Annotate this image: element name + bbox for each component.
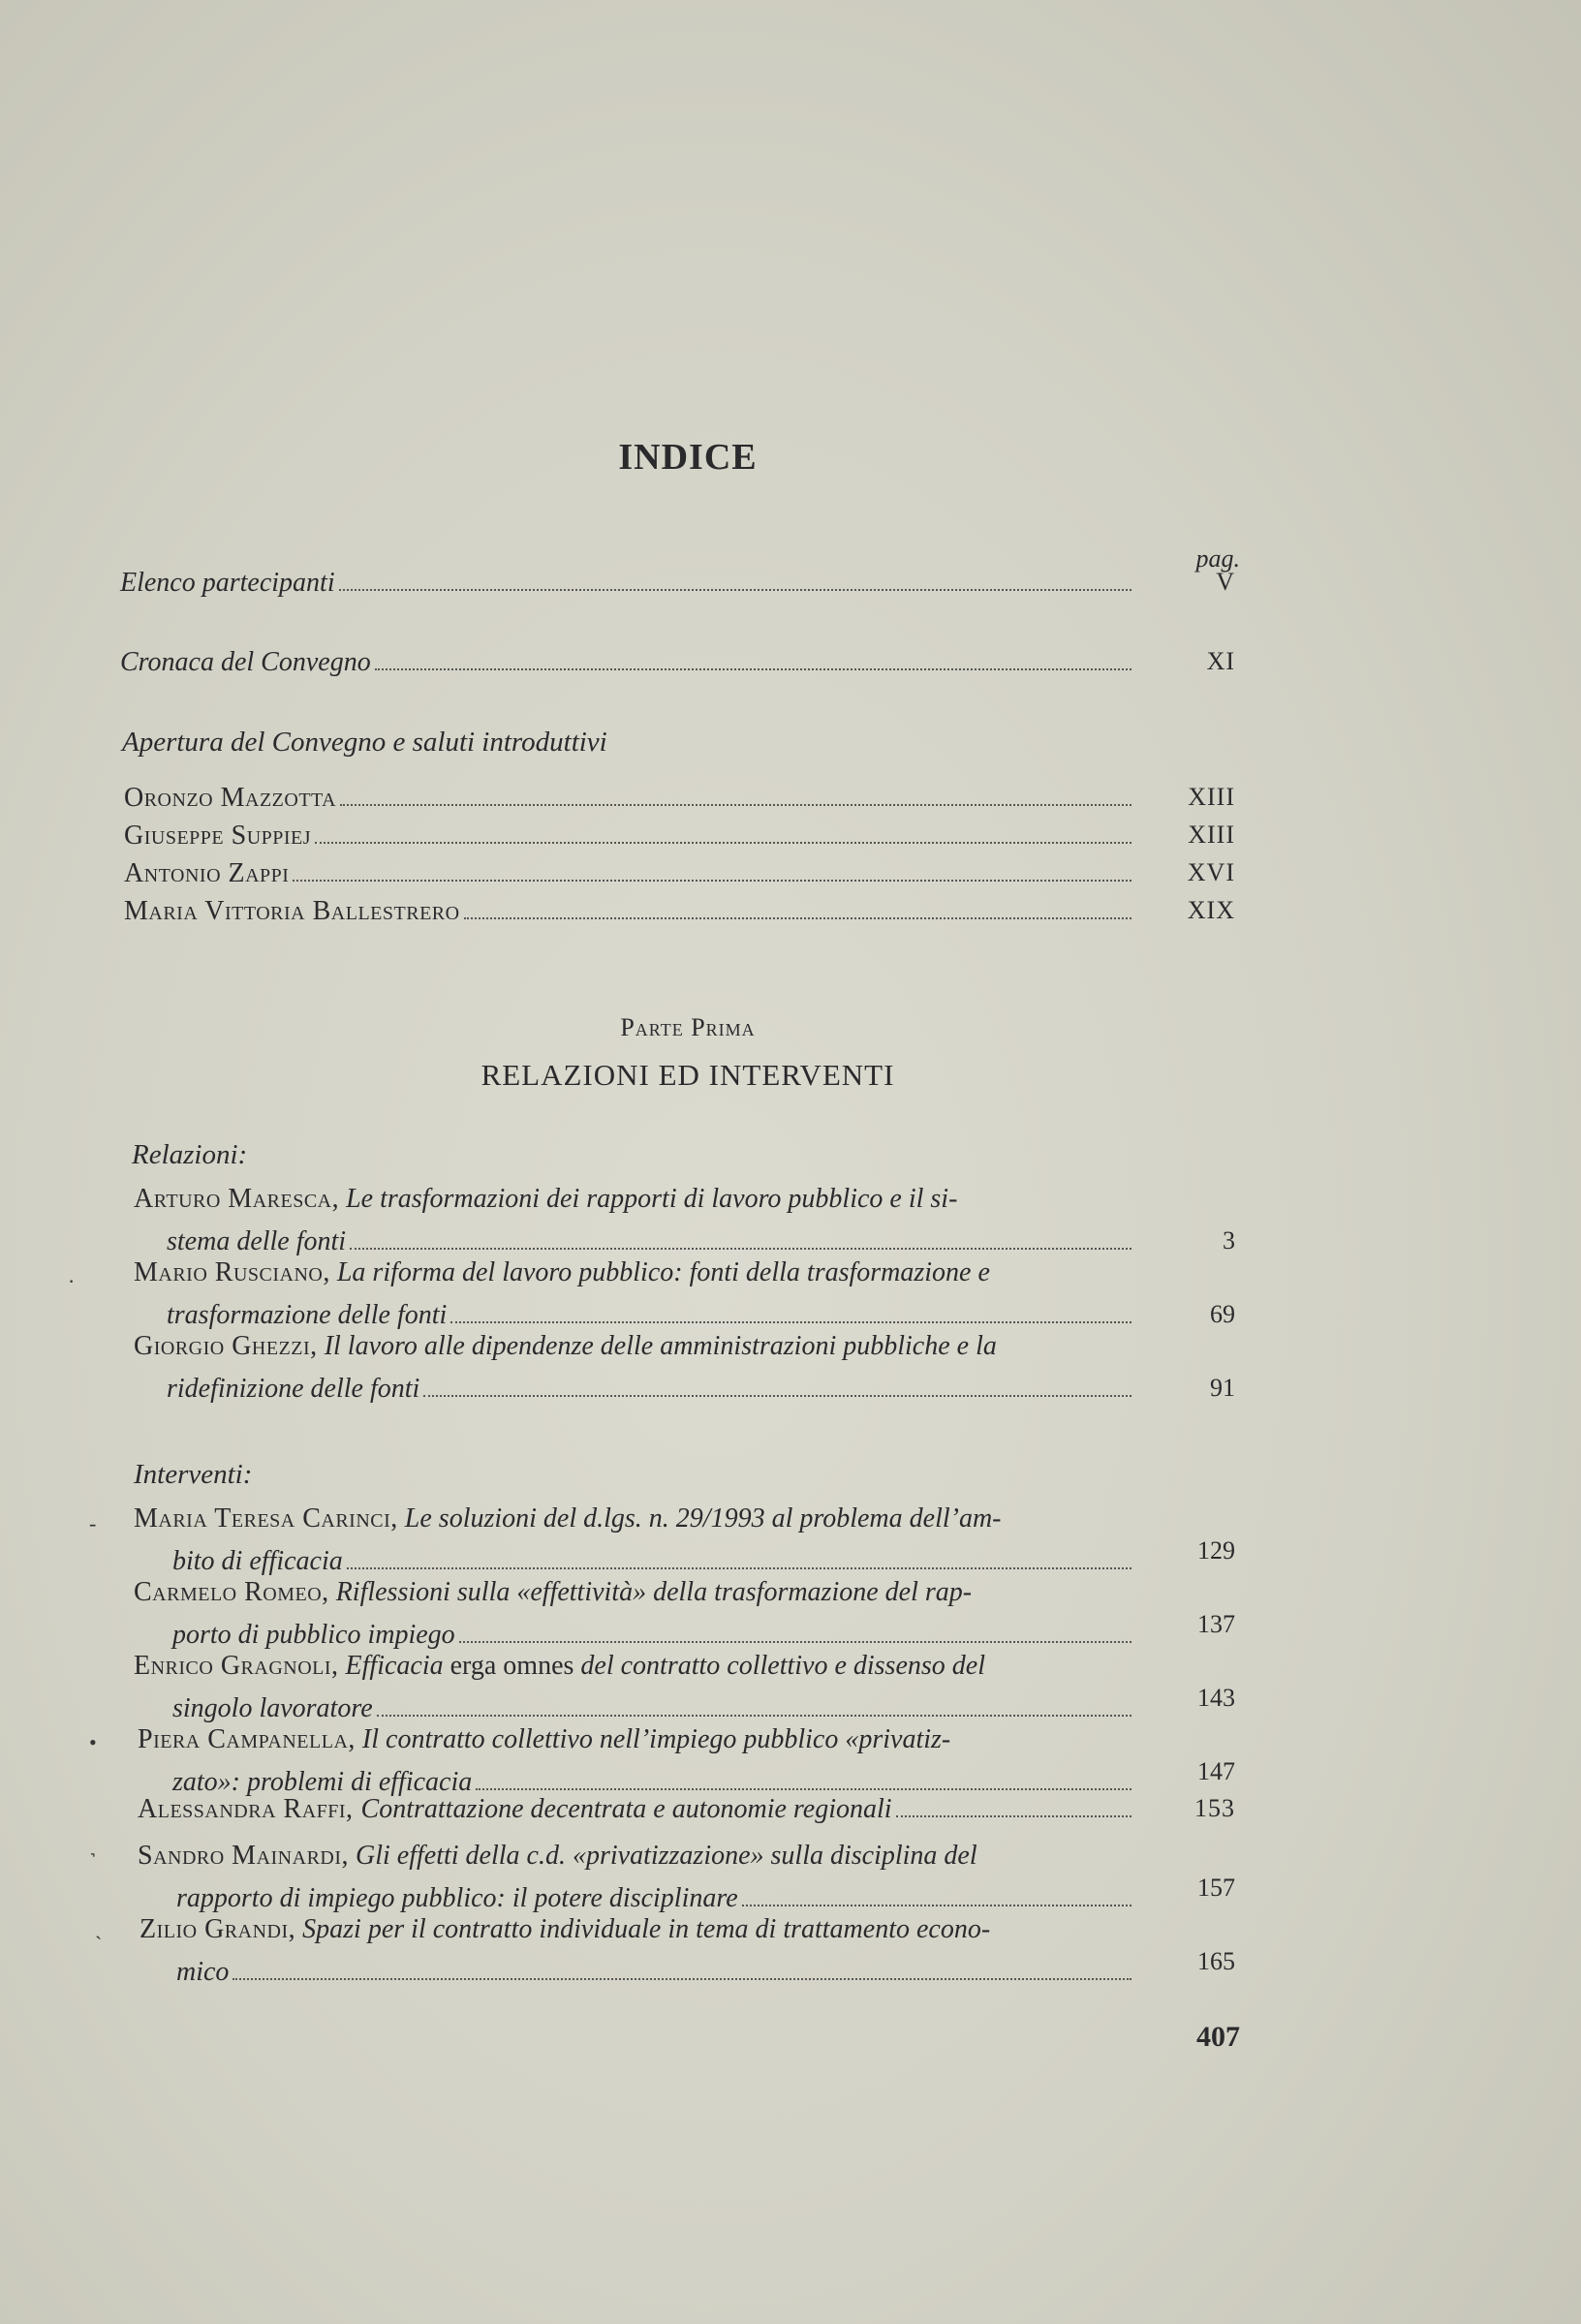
toc-entry-saluto[interactable] — [0, 783, 1581, 821]
leader-dots — [347, 1567, 1132, 1569]
relazioni-heading: Relazioni: — [132, 1139, 248, 1170]
entry-page: 143 — [1197, 1684, 1235, 1712]
entry-title-cont: rapporto di impiego pubblico: il potere disciplinare — [176, 1883, 738, 1913]
entry-page: 165 — [1197, 1947, 1235, 1975]
entry-author: Arturo Maresca, — [134, 1184, 340, 1214]
margin-pencil-mark: ˴ — [95, 1922, 103, 1946]
margin-pencil-mark: - — [89, 1511, 97, 1535]
entry-page: XIX — [1187, 896, 1235, 924]
entry-author: Maria Teresa Carinci, — [134, 1503, 398, 1534]
entry-title-cont: mico — [176, 1957, 230, 1987]
entry-page: V — [1216, 568, 1235, 596]
entry-author: Giuseppe Suppiej — [124, 821, 312, 851]
leader-dots — [315, 842, 1132, 844]
entry-page: XIII — [1188, 783, 1235, 811]
entry-title: del contratto collettivo e dissenso del — [580, 1651, 985, 1681]
entry-title-cont: porto di pubblico impiego — [172, 1620, 455, 1650]
entry-title: Spazi per il contratto individuale in tema di trattamento econo- — [302, 1914, 991, 1944]
margin-pencil-mark: ˺ — [89, 1848, 97, 1873]
leader-dots — [464, 917, 1132, 919]
entry-title: Efficacia — [345, 1651, 444, 1681]
leader-dots — [459, 1641, 1132, 1643]
toc-entry-saluto[interactable] — [0, 821, 1581, 859]
entry-author: Zilio Grandi, — [140, 1914, 296, 1944]
entry-page: 153 — [1194, 1794, 1235, 1822]
entry-page: XVI — [1187, 858, 1235, 886]
leader-dots — [896, 1815, 1132, 1817]
entry-page: XI — [1206, 647, 1235, 675]
entry-title: Cronaca del Convegno — [120, 647, 371, 677]
toc-entry-saluto[interactable] — [0, 896, 1581, 935]
entry-title: Il contratto collettivo nell’impiego pubblico «privatiz- — [361, 1724, 951, 1754]
entry-title: Elenco partecipanti — [120, 568, 335, 598]
entry-title: Gli effetti della c.d. «privatizzazione» sulla disciplina del — [356, 1841, 977, 1871]
entry-author: Mario Rusciano, — [134, 1257, 330, 1287]
entry-author: Carmelo Romeo, — [134, 1577, 329, 1607]
entry-author: Alessandra Raffi, — [138, 1794, 354, 1824]
interventi-heading: Interventi: — [134, 1459, 253, 1490]
leader-dots — [375, 668, 1132, 670]
entry-author: Oronzo Mazzotta — [124, 783, 337, 813]
margin-pencil-mark: · — [68, 1269, 76, 1293]
entry-page: XIII — [1188, 821, 1235, 849]
leader-dots — [339, 589, 1132, 591]
part-label: Parte Prima — [620, 1013, 756, 1041]
pag-label: pag. — [1195, 544, 1240, 573]
entry-author: Piera Campanella, — [138, 1724, 356, 1754]
entry-title: Il lavoro alle dipendenze delle amministrazioni pubbliche e la — [324, 1331, 997, 1361]
entry-page: 91 — [1210, 1374, 1235, 1402]
entry-author: Giorgio Ghezzi, — [134, 1331, 318, 1361]
entry-title-roman: erga omnes — [450, 1651, 574, 1681]
leader-dots — [350, 1248, 1132, 1250]
leader-dots — [340, 804, 1132, 806]
page-title: INDICE — [618, 437, 758, 478]
margin-pencil-mark: • — [89, 1730, 97, 1754]
page-number: 407 — [1196, 2021, 1240, 2053]
entry-title-cont: zato»: problemi di efficacia — [172, 1767, 473, 1797]
part-title: RELAZIONI ED INTERVENTI — [480, 1058, 895, 1092]
entry-title: La riforma del lavoro pubblico: fonti della trasformazione e — [336, 1257, 990, 1287]
entry-title-cont: stema delle fonti — [167, 1226, 347, 1256]
entry-title-cont: trasformazione delle fonti — [167, 1300, 448, 1330]
entry-author: Sandro Mainardi, — [138, 1841, 350, 1871]
toc-entry-cronaca[interactable] — [0, 647, 1581, 686]
entry-title: Contrattazione decentrata e autonomie regionali — [360, 1794, 892, 1824]
leader-dots — [450, 1321, 1132, 1323]
leader-dots — [232, 1978, 1132, 1980]
entry-title: Le trasformazioni dei rapporti di lavoro pubblico e il si- — [346, 1184, 958, 1214]
entry-page: 69 — [1210, 1300, 1235, 1328]
leader-dots — [423, 1395, 1132, 1397]
leader-dots — [377, 1715, 1132, 1717]
entry-author: Enrico Gragnoli, — [134, 1651, 339, 1681]
entry-page: 3 — [1223, 1226, 1235, 1255]
leader-dots — [476, 1788, 1132, 1790]
entry-title-cont: bito di efficacia — [172, 1546, 343, 1576]
entry-page: 157 — [1197, 1874, 1235, 1902]
toc-entry-elenco[interactable] — [0, 568, 1581, 606]
entry-title: Riflessioni sulla «effettività» della trasformazione del rap- — [335, 1577, 973, 1607]
leader-dots — [742, 1905, 1132, 1906]
entry-page: 147 — [1197, 1757, 1235, 1785]
apertura-heading: Apertura del Convegno e saluti introduttivi — [122, 727, 607, 758]
entry-title: Le soluzioni del d.lgs. n. 29/1993 al problema dell’am- — [404, 1503, 1002, 1534]
entry-page: 137 — [1197, 1610, 1235, 1638]
entry-page: 129 — [1197, 1536, 1235, 1565]
entry-title-cont: singolo lavoratore — [172, 1693, 373, 1723]
toc-entry-intervento[interactable] — [0, 1794, 1581, 1833]
entry-title-cont: ridefinizione delle fonti — [167, 1374, 420, 1404]
entry-author: Maria Vittoria Ballestrero — [124, 896, 460, 926]
entry-author: Antonio Zappi — [124, 858, 290, 888]
toc-entry-saluto[interactable] — [0, 858, 1581, 897]
leader-dots — [293, 880, 1132, 882]
